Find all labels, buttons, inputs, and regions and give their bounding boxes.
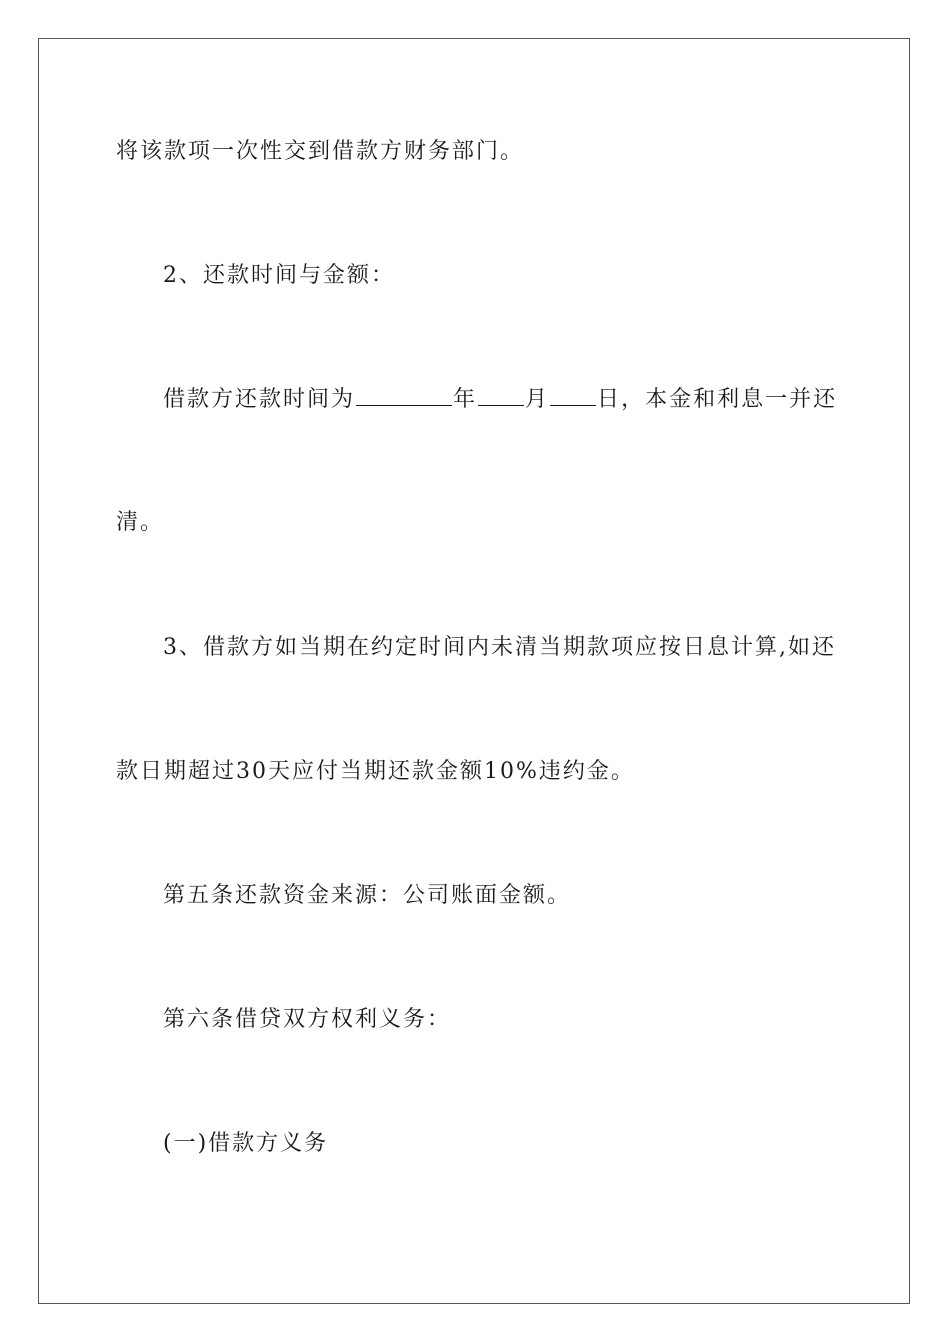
paragraph-line-5: 款日期超过30天应付当期还款金额10%违约金。	[116, 759, 635, 784]
article-six: 第六条借贷双方权利义务：	[163, 1007, 452, 1032]
day-blank	[550, 385, 596, 406]
paragraph-line-4: 3、借款方如当期在约定时间内未清当期款项应按日息计算,如还	[163, 635, 836, 660]
repayment-date-line	[163, 385, 837, 414]
paragraph-line-3: 清。	[116, 510, 165, 535]
page-border	[38, 38, 910, 1304]
month-blank	[478, 385, 524, 406]
section-heading-repayment: 2、还款时间与金额：	[163, 263, 395, 288]
year-blank	[356, 385, 452, 406]
borrower-obligations-heading: (一)借款方义务	[163, 1131, 329, 1156]
article-five: 第五条还款资金来源：公司账面金额。	[163, 883, 572, 908]
repay-prefix: 借款方还款时间为	[163, 387, 356, 412]
day-label: 日	[597, 387, 622, 412]
repay-suffix: ，本金和利息一并还	[621, 387, 838, 412]
paragraph-line-1: 将该款项一次性交到借款方财务部门。	[116, 139, 525, 164]
month-label: 月	[525, 387, 550, 412]
year-label: 年	[453, 387, 478, 412]
